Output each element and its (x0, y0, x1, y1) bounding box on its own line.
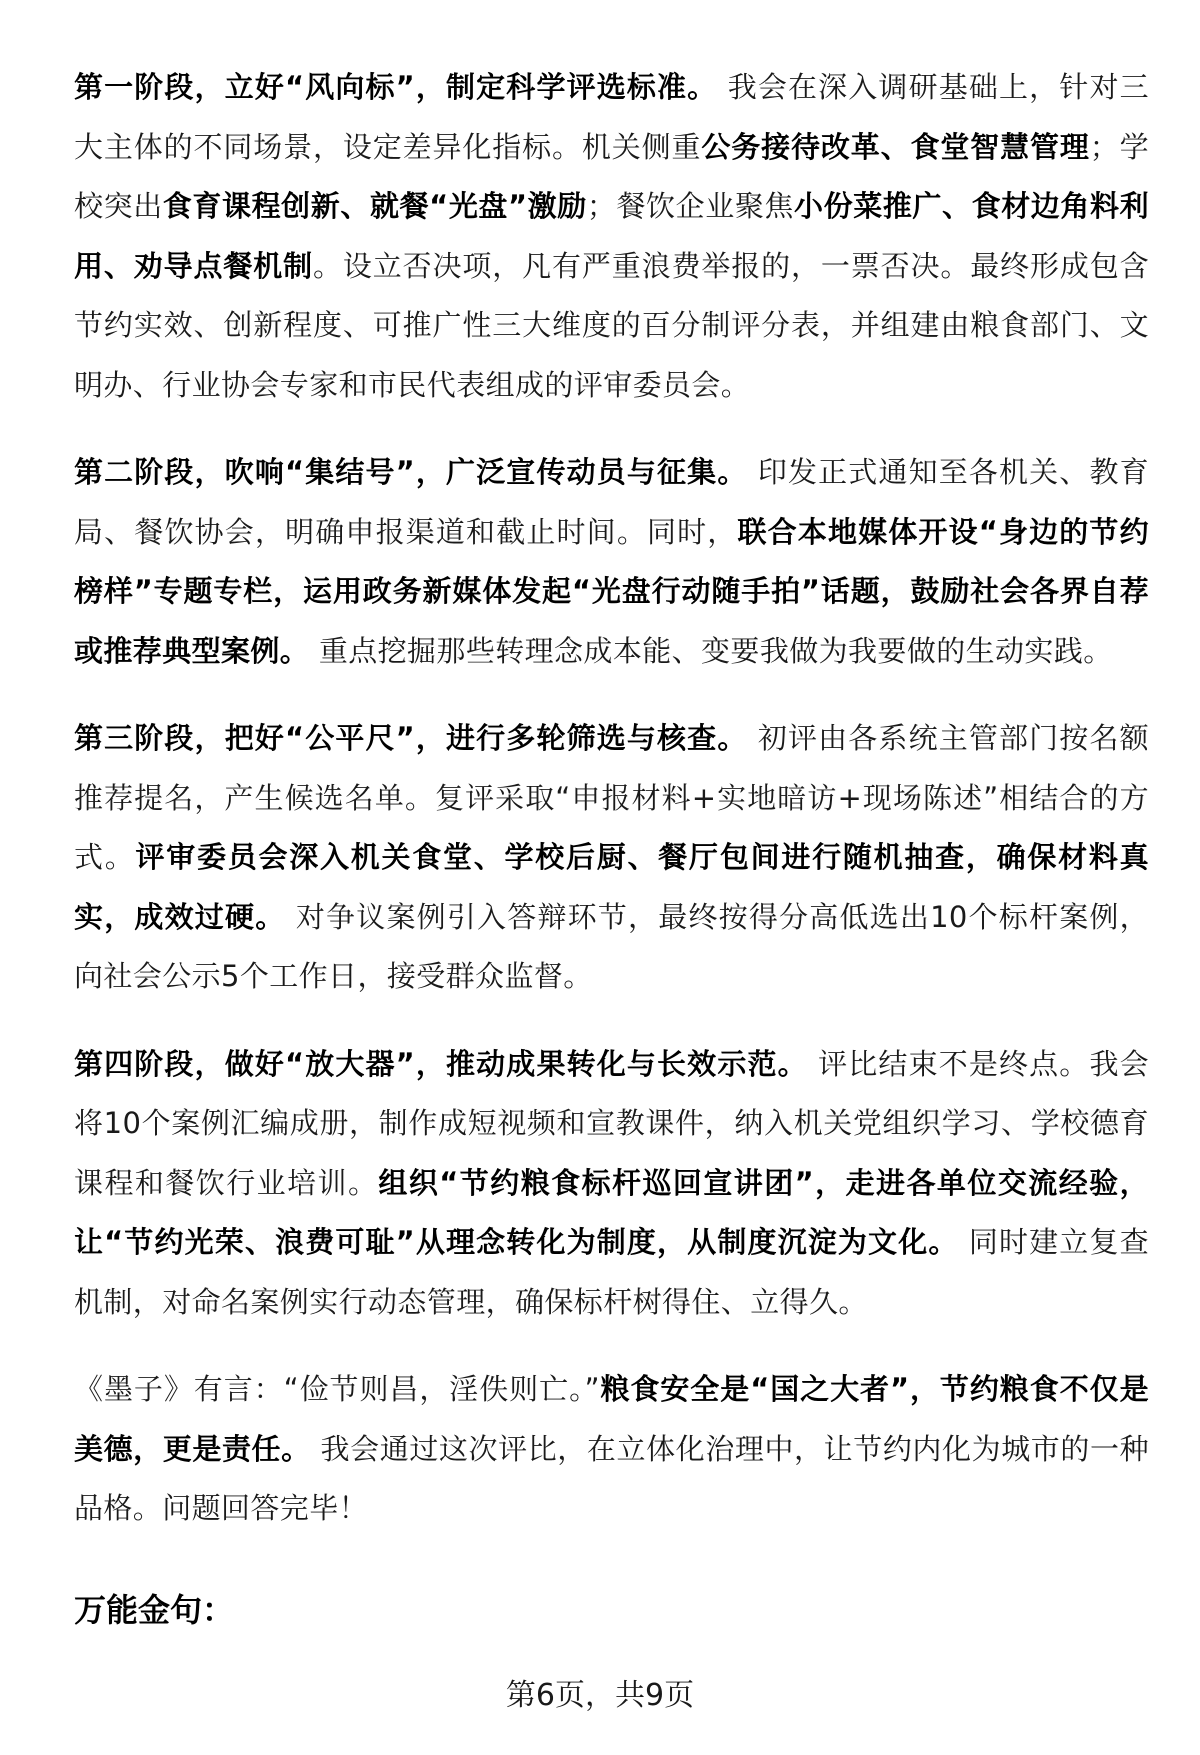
body-text: 同时建立复查机制，对命名案例实行动态管理，确保标杆树得住、立得久。 (74, 1225, 1149, 1319)
bold-text: 食育课程创新、就餐“光盘”激励 (162, 189, 587, 223)
paragraph-stage-1 (74, 58, 1149, 415)
paragraph-stage-3 (74, 709, 1149, 1007)
body-text: 《墨子》有言：“俭节则昌，淫佚则亡。” (74, 1372, 600, 1406)
body-text: 初评由各系统主管部门按名额推荐提名，产生候选名单。复评采取“申报材料+实地暗访+现场陈述”相结合的方式。 (74, 721, 1149, 874)
body-text: 。设立否决项，凡有严重浪费举报的，一票否决。最终形成包含节约实效、创新程度、可推广性三大维度的百分制评分表，并组建由粮食部门、文明办、行业协会专家和市民代表组成的评审委员会。 (74, 248, 1150, 402)
body-text: ；学校突出 (74, 129, 1149, 223)
body-text: ；餐饮企业聚焦 (586, 189, 795, 223)
bold-text: 第三阶段，把好“公平尺”，进行多轮筛选与核查。 (74, 721, 748, 755)
page-number: 第6页，共9页 (505, 1678, 695, 1713)
body-text: 重点挖掘那些转理念成本能、变要我做为我要做的生动实践。 (309, 633, 1113, 668)
bold-text: 第二阶段，吹响“集结号”，广泛宣传动员与征集。 (74, 455, 748, 489)
body-text: 印发正式通知至各机关、教育局、餐饮协会，明确申报渠道和截止时间。同时， (74, 455, 1149, 549)
bold-text: 评审委员会深入机关食堂、学校后厨、餐厅包间进行随机抽查，确保材料真实，成效过硬。 (74, 840, 1149, 934)
bold-text: 公务接待改革、食堂智慧管理 (701, 129, 1090, 164)
paragraph-stage-4 (74, 1035, 1149, 1333)
bold-text: 小份菜推广、食材边角料利用、劝导点餐机制 (74, 189, 1149, 283)
body-text: 我会在深入调研基础上，针对三大主体的不同场景，设定差异化指标。机关侧重 (74, 70, 1149, 164)
bold-text: 第一阶段，立好“风向标”，制定科学评选标准。 (74, 70, 718, 104)
bold-text: 第四阶段，做好“放大器”，推动成果转化与长效示范。 (74, 1046, 808, 1081)
paragraph-conclusion (74, 1360, 1149, 1539)
section-heading: 万能金句： (74, 1591, 235, 1629)
bold-text: 联合本地媒体开设“身边的节约榜样”专题专栏，运用政务新媒体发起“光盘行动随手拍”话题，鼓励社会各界自荐或推荐典型案例。 (74, 514, 1149, 668)
body-text: 评比结束不是终点。我会将10个案例汇编成册，制作成短视频和宣教课件，纳入机关党组织学习、学校德育课程和餐饮行业培训。 (74, 1046, 1149, 1200)
bold-text: 组织“节约粮食标杆巡回宣讲团”，走进各单位交流经验，让“节约光荣、浪费可耻”从理念转化为制度，从制度沉淀为文化。 (74, 1165, 1149, 1259)
document-body (74, 58, 1149, 1567)
paragraph-stage-2 (74, 443, 1149, 681)
bold-text: 粮食安全是“国之大者”，节约粮食不仅是美德，更是责任。 (74, 1372, 1149, 1466)
body-text: 对争议案例引入答辩环节，最终按得分高低选出10个标杆案例，向社会公示5个工作日，接受群众监督。 (74, 899, 1149, 993)
body-text: 我会通过这次评比，在立体化治理中，让节约内化为城市的一种品格。问题回答完毕！ (74, 1431, 1149, 1525)
